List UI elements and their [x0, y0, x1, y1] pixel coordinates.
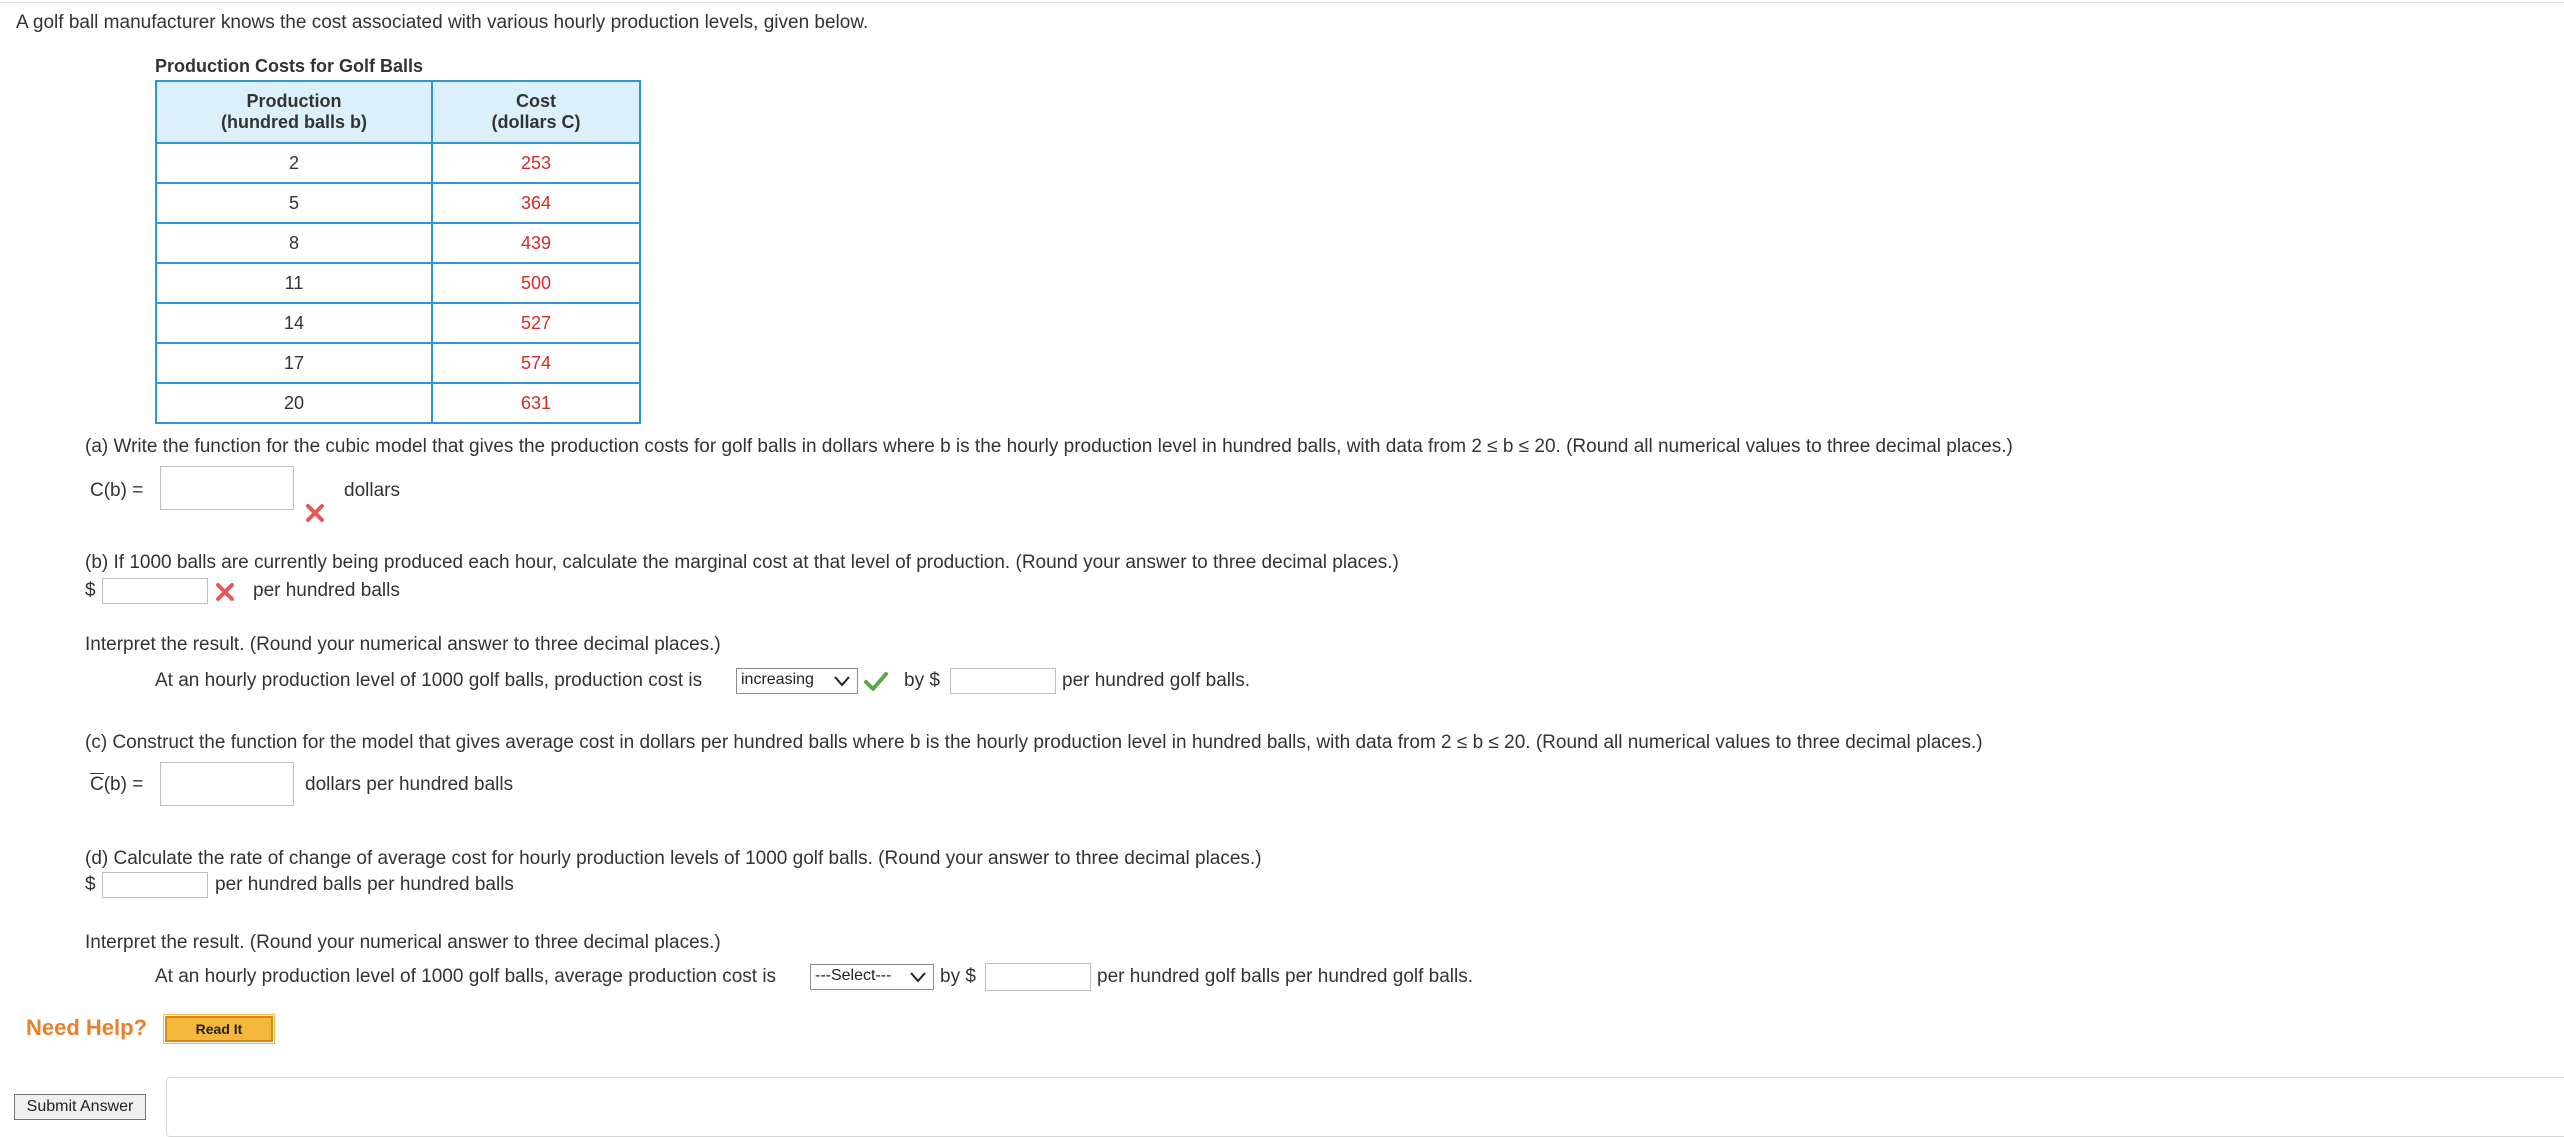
chevron-down-icon [909, 967, 927, 987]
cost-cell: 574 [432, 343, 640, 383]
part-b-by-input[interactable] [950, 668, 1056, 694]
table-row [156, 183, 640, 223]
part-c-unit: dollars per hundred balls [305, 774, 514, 795]
part-d-by-input[interactable] [985, 963, 1091, 991]
part-a-question: (a) Write the function for the cubic model that gives the production costs for golf balls in dollars where b is the hourly production level in hundred balls, with data from 2 ≤ b ≤ 20. (Round all numerical values to three decimal places.) [85, 436, 2013, 457]
table-row [156, 263, 640, 303]
production-costs-table [155, 80, 641, 424]
cost-cell: 500 [432, 263, 640, 303]
part-d-question: (d) Calculate the rate of change of average cost for hourly production levels of 1000 golf balls. (Round your answer to three decimal places.) [85, 848, 1262, 869]
part-b-question: (b) If 1000 balls are currently being produced each hour, calculate the marginal cost at that level of production. (Round your answer to three decimal places.) [85, 552, 1399, 573]
part-b-select-value: increasing [741, 671, 814, 688]
part-b-answer-input[interactable] [102, 578, 208, 604]
header-production-line2: (hundred balls b) [221, 112, 367, 132]
part-b-dollar: $ [85, 580, 96, 601]
chevron-down-icon [833, 671, 851, 691]
part-b-by-label: by $ [904, 670, 940, 691]
incorrect-x-icon [304, 502, 326, 524]
correct-check-icon [864, 670, 888, 692]
production-cell: 11 [156, 263, 432, 303]
part-c-lhs-rest: (b) = [103, 774, 144, 795]
part-d-select-value: ---Select--- [815, 967, 892, 984]
part-a-lhs: C(b) = [90, 480, 144, 501]
intro-text: A golf ball manufacturer knows the cost associated with various hourly production levels, given below. [16, 12, 869, 33]
table-row [156, 303, 640, 343]
header-production [156, 81, 432, 143]
part-a-unit: dollars [344, 480, 400, 501]
header-cost-line2: (dollars C) [491, 112, 581, 132]
cost-cell: 439 [432, 223, 640, 263]
production-cell: 17 [156, 343, 432, 383]
part-b-sentence-end: per hundred golf balls. [1062, 670, 1251, 691]
part-a-answer-input[interactable] [160, 466, 294, 510]
table-caption: Production Costs for Golf Balls [155, 56, 424, 76]
part-b-sentence-start: At an hourly production level of 1000 golf balls, production cost is [155, 670, 703, 691]
part-c-question: (c) Construct the function for the model that gives average cost in dollars per hundred balls where b is the hourly production level in hundred balls, with data from 2 ≤ b ≤ 20. (Round all numerical values to three decimal places.) [85, 732, 1983, 753]
part-d-unit: per hundred balls per hundred balls [215, 874, 514, 895]
table-row [156, 343, 640, 383]
part-d-dollar: $ [85, 874, 96, 895]
table-row [156, 143, 640, 183]
cost-cell: 253 [432, 143, 640, 183]
header-cost-line1: Cost [516, 91, 556, 111]
production-cell: 20 [156, 383, 432, 423]
part-c-lhs [90, 774, 143, 796]
production-cell: 8 [156, 223, 432, 263]
part-c-answer-input[interactable] [160, 762, 294, 806]
production-cell: 5 [156, 183, 432, 223]
table-row [156, 383, 640, 423]
cost-cell: 527 [432, 303, 640, 343]
header-production-line1: Production [246, 91, 342, 111]
footer-panel [166, 1077, 2564, 1137]
part-d-interpret-prompt: Interpret the result. (Round your numerical answer to three decimal places.) [85, 932, 721, 953]
cost-cell: 364 [432, 183, 640, 223]
header-cost [432, 81, 640, 143]
part-d-sentence-start: At an hourly production level of 1000 golf balls, average production cost is [155, 966, 777, 987]
part-d-by-label: by $ [940, 966, 976, 987]
read-it-button[interactable]: Read It [165, 1016, 273, 1042]
production-cell: 2 [156, 143, 432, 183]
production-cell: 14 [156, 303, 432, 343]
part-b-interpret-prompt: Interpret the result. (Round your numerical answer to three decimal places.) [85, 634, 721, 655]
incorrect-x-icon [214, 581, 236, 603]
submit-answer-button[interactable]: Submit Answer [14, 1094, 146, 1120]
top-divider [0, 2, 2564, 3]
cost-cell: 631 [432, 383, 640, 423]
part-d-direction-select[interactable] [810, 964, 934, 990]
part-b-direction-select[interactable] [736, 668, 858, 694]
table-row [156, 223, 640, 263]
part-b-unit: per hundred balls [253, 580, 400, 601]
part-d-sentence-end: per hundred golf balls per hundred golf balls. [1097, 966, 1474, 987]
part-c-lhs-symbol: $\overline{C}$ [90, 774, 104, 795]
need-help-label: Need Help? [26, 1015, 148, 1040]
part-d-answer-input[interactable] [102, 872, 208, 898]
